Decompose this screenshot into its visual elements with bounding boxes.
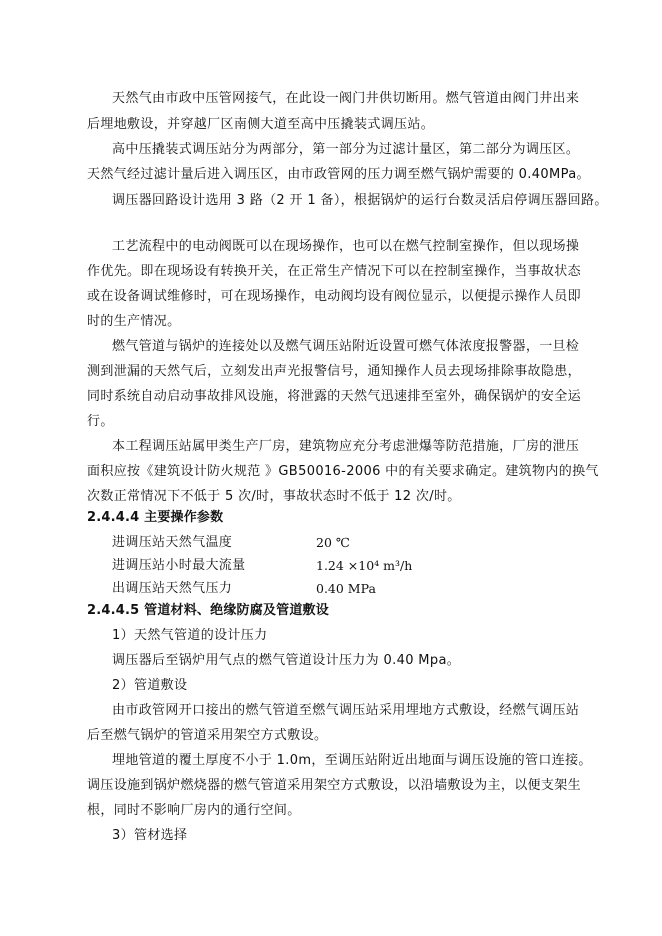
item-body: 调压器后至锅炉用气点的燃气管道设计压力为 0.40 Mpa。 (112, 653, 461, 668)
item-title: 1）天然气管道的设计压力 (112, 628, 268, 643)
paragraph-line: 行。 (87, 414, 114, 429)
item-title: 2）管道敷设 (112, 678, 188, 693)
item-body: 由市政管网开口接出的燃气管道至燃气调压站采用埋地方式敷设，经燃气调压站 (112, 703, 580, 718)
paragraph-line: 调压器回路设计选用 3 路（2 开 1 备），根据锅炉的运行台数灵活启停调压器回路。 (112, 193, 608, 208)
paragraph-line: 燃气管道与锅炉的连接处以及燃气调压站附近设置可燃气体浓度报警器，一旦检 (112, 339, 580, 354)
paragraph-line: 天然气由市政中压管网接气，在此设一阀门井供切断用。燃气管道由阀门井出来 (112, 91, 580, 106)
paragraph-line: 作优先。即在现场设有转换开关，在正常生产情况下可以在控制室操作，当事故状态 (87, 264, 581, 279)
param-value: 0.40 MPa (316, 581, 376, 596)
paragraph-line: 或在设备调试维修时，可在现场操作，电动阀均设有阀位显示，以便提示操作人员即 (87, 289, 581, 304)
paragraph-line: 工艺流程中的电动阀既可以在现场操作，也可以在燃气控制室操作，但以现场操 (112, 239, 580, 254)
param-value: 1.24 ×10⁴ m³/h (316, 558, 413, 573)
paragraph-line: 同时系统自动启动事故排风设施，将泄露的天然气迅速排至室外，确保锅炉的安全运 (87, 389, 581, 404)
section-heading: 2.4.4.4 主要操作参数 (87, 510, 224, 525)
paragraph-line: 后埋地敷设，并穿越厂区南侧大道至高中压撬装式调压站。 (87, 117, 435, 132)
paragraph-line: 次数正常情况下不低于 5 次/时，事故状态时不低于 12 次/时。 (87, 489, 461, 504)
param-label: 出调压站天然气压力 (112, 581, 233, 596)
item-body: 后至燃气锅炉的管道采用架空方式敷设。 (87, 728, 328, 743)
paragraph-line: 面积应按《建筑设计防火规范 》GB50016-2006 中的有关要求确定。建筑物内的换气 (87, 464, 599, 479)
item-body: 埋地管道的覆土厚度不小于 1.0m，至调压站附近出地面与调压设施的管口连接。 (112, 753, 592, 768)
paragraph-line: 本工程调压站属甲类生产厂房，建筑物应充分考虑泄爆等防范措施，厂房的泄压 (112, 439, 580, 454)
param-value: 20 ℃ (316, 535, 350, 550)
item-body: 根，同时不影响厂房内的通行空间。 (87, 803, 301, 818)
paragraph-line: 时的生产情况。 (87, 314, 181, 329)
paragraph-line: 测到泄漏的天然气后，立刻发出声光报警信号，通知操作人员去现场排除事故隐患， (87, 364, 581, 379)
paragraph-line: 高中压撬装式调压站分为两部分，第一部分为过滤计量区，第二部分为调压区。 (112, 142, 580, 157)
paragraph-line: 天然气经过滤计量后进入调压区，由市政管网的压力调至燃气锅炉需要的 0.40MPa。 (87, 167, 590, 182)
section-heading: 2.4.4.5 管道材料、绝缘防腐及管道敷设 (87, 603, 329, 618)
param-label: 进调压站天然气温度 (112, 535, 233, 550)
item-title: 3）管材选择 (112, 828, 188, 843)
param-label: 进调压站小时最大流量 (112, 558, 246, 573)
item-body: 调压设施到锅炉燃烧器的燃气管道采用架空方式敷设，以沿墙敷设为主，以便支架生 (87, 778, 581, 793)
